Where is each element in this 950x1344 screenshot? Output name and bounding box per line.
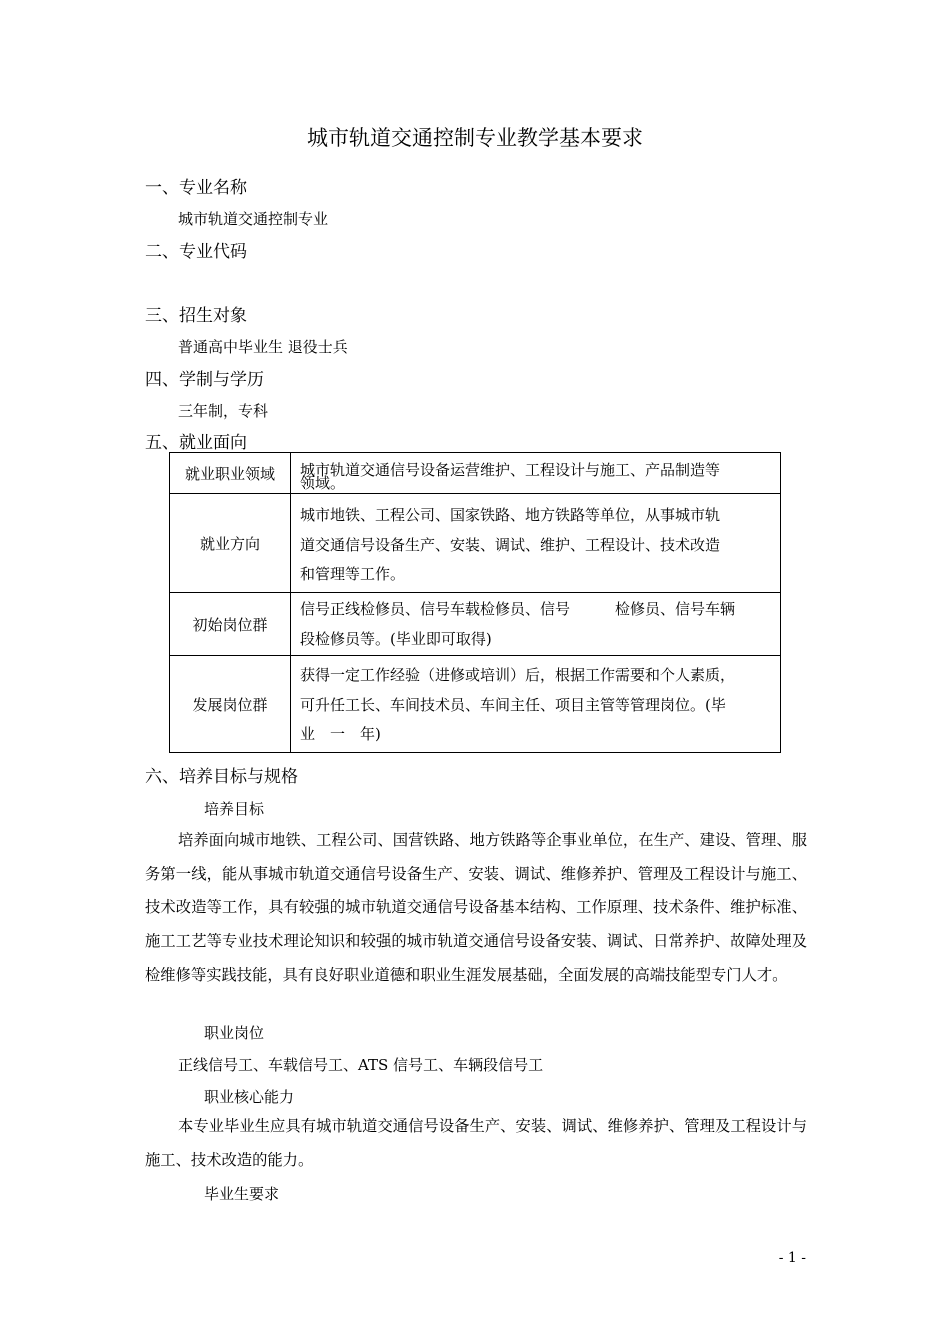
employment-table xyxy=(169,452,781,753)
core-competence-paragraph: 本专业毕业生应具有城市轨道交通信号设备生产、安装、调试、维修养护、管理及工程设计与施工、技术改造的能力。 xyxy=(145,1117,807,1169)
table-row-label: 初始岗位群 xyxy=(170,593,291,655)
duration-text: 三年制，专科 xyxy=(178,402,269,420)
table-row xyxy=(170,592,780,655)
table-row xyxy=(170,453,780,493)
section-heading-major-code: 二、专业代码 xyxy=(145,242,247,262)
job-positions-text: 正线信号工、车载信号工、ATS 信号工、车辆段信号工 xyxy=(178,1056,544,1074)
table-row-value: 信号正线检修员、信号车载检修员、信号 检修员、信号车辆 段检修员等。(毕业即可取得) xyxy=(300,600,736,648)
section-heading-enrollment: 三、招生对象 xyxy=(145,306,247,326)
subheading-graduate-requirements: 毕业生要求 xyxy=(204,1185,280,1203)
page-number: - 1 - xyxy=(778,1250,806,1266)
enrollment-text: 普通高中毕业生 退役士兵 xyxy=(178,338,348,356)
training-goal-paragraph: 培养面向城市地铁、工程公司、国营铁路、地方铁路等企事业单位，在生产、建设、管理、服务第一线，能从事城市轨道交通信号设备生产、安装、调试、维修养护、管理及工程设计与施工、技术改造等工作，具有较强的城市轨道交通信号设备基本结构、工作原理、技术条件、维护标准、施工工艺等专业技术理论知识和较强的城市轨道交通信号设备安装、调试、日常养护、故障处理及检维修等实践技能，具有良好职业道德和职业生涯发展基础，全面发展的高端技能型专门人才。 xyxy=(145,831,807,984)
section-heading-major-name: 一、专业名称 xyxy=(145,178,247,198)
table-row xyxy=(170,493,780,592)
table-row-value: 城市地铁、工程公司、国家铁路、地方铁路等单位，从事城市轨 道交通信号设备生产、安装、调试、维护、工程设计、技术改造 和管理等工作。 xyxy=(300,506,721,583)
table-row-label: 就业方向 xyxy=(170,494,291,592)
section-heading-duration: 四、学制与学历 xyxy=(145,370,264,390)
subheading-training-goal: 培养目标 xyxy=(204,800,265,818)
table-row-label: 发展岗位群 xyxy=(170,656,291,752)
page-title: 城市轨道交通控制专业教学基本要求 xyxy=(307,126,643,150)
table-row-value: 城市轨道交通信号设备运营维护、工程设计与施工、产品制造等 领域。 xyxy=(300,461,721,492)
table-row xyxy=(170,655,780,752)
section-heading-training: 六、培养目标与规格 xyxy=(145,767,298,787)
subheading-job-positions: 职业岗位 xyxy=(204,1024,265,1042)
section-heading-employment: 五、就业面向 xyxy=(145,433,247,453)
table-row-value: 获得一定工作经验（进修或培训）后，根据工作需要和个人素质， 可升任工长、车间技术员、车间主任、项目主管等管理岗位。(毕 业 一 年) xyxy=(300,666,736,743)
subheading-core-competence: 职业核心能力 xyxy=(204,1088,295,1106)
table-row-label: 就业职业领域 xyxy=(170,453,291,493)
major-name-text: 城市轨道交通控制专业 xyxy=(178,210,329,228)
